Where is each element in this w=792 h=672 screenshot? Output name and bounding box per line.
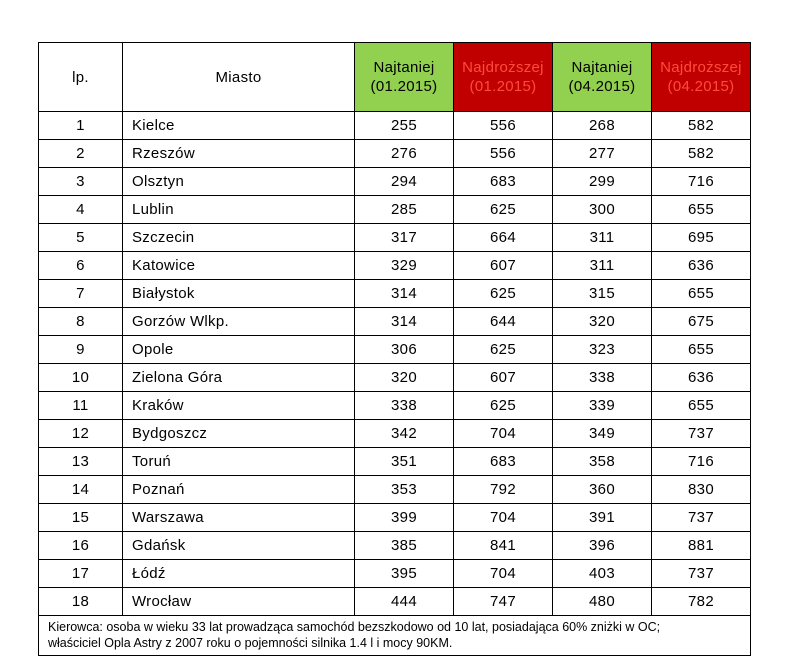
- header-period: (04.2015): [667, 78, 735, 95]
- cell-cheapest-04-2015: 323: [553, 336, 652, 364]
- cell-priciest-04-2015: 716: [652, 448, 751, 476]
- cell-lp: 4: [39, 196, 123, 224]
- cell-cheapest-01-2015: 320: [355, 364, 454, 392]
- cell-priciest-01-2015: 683: [454, 448, 553, 476]
- table-row: [39, 112, 751, 140]
- cell-cheapest-04-2015: 315: [553, 280, 652, 308]
- cell-cheapest-01-2015: 285: [355, 196, 454, 224]
- table-row: [39, 364, 751, 392]
- cell-city: Gorzów Wlkp.: [123, 308, 355, 336]
- cell-priciest-04-2015: 716: [652, 168, 751, 196]
- cell-priciest-04-2015: 782: [652, 588, 751, 616]
- cell-cheapest-04-2015: 396: [553, 532, 652, 560]
- header-period: (01.2015): [469, 78, 537, 95]
- cell-lp: 3: [39, 168, 123, 196]
- header-row: [39, 43, 751, 112]
- table-row: [39, 560, 751, 588]
- cell-priciest-01-2015: 607: [454, 252, 553, 280]
- cell-cheapest-01-2015: 255: [355, 112, 454, 140]
- cell-cheapest-04-2015: 358: [553, 448, 652, 476]
- cell-cheapest-04-2015: 349: [553, 420, 652, 448]
- table-row: [39, 224, 751, 252]
- cell-city: Łódź: [123, 560, 355, 588]
- table-row: [39, 448, 751, 476]
- cell-priciest-04-2015: 881: [652, 532, 751, 560]
- cell-priciest-04-2015: 737: [652, 560, 751, 588]
- cell-lp: 5: [39, 224, 123, 252]
- cell-priciest-01-2015: 683: [454, 168, 553, 196]
- header-label: Najdroższej: [462, 59, 544, 76]
- cell-cheapest-01-2015: 314: [355, 308, 454, 336]
- cell-priciest-04-2015: 582: [652, 112, 751, 140]
- cell-priciest-01-2015: 556: [454, 140, 553, 168]
- cell-city: Toruń: [123, 448, 355, 476]
- cell-lp: 13: [39, 448, 123, 476]
- cell-cheapest-01-2015: 306: [355, 336, 454, 364]
- cell-cheapest-04-2015: 339: [553, 392, 652, 420]
- table-row: [39, 252, 751, 280]
- cell-lp: 7: [39, 280, 123, 308]
- cell-priciest-04-2015: 636: [652, 364, 751, 392]
- header-cheapest-01-2015: [355, 43, 454, 112]
- cell-lp: 15: [39, 504, 123, 532]
- cell-cheapest-01-2015: 444: [355, 588, 454, 616]
- cell-cheapest-01-2015: 294: [355, 168, 454, 196]
- cell-priciest-01-2015: 792: [454, 476, 553, 504]
- cell-lp: 6: [39, 252, 123, 280]
- table-row: [39, 504, 751, 532]
- cell-priciest-01-2015: 841: [454, 532, 553, 560]
- cell-city: Rzeszów: [123, 140, 355, 168]
- cell-priciest-01-2015: 625: [454, 336, 553, 364]
- cell-cheapest-04-2015: 391: [553, 504, 652, 532]
- header-city: Miasto: [123, 43, 355, 112]
- cell-cheapest-04-2015: 300: [553, 196, 652, 224]
- cell-priciest-01-2015: 664: [454, 224, 553, 252]
- header-label: Najdroższej: [660, 59, 742, 76]
- cell-cheapest-01-2015: 314: [355, 280, 454, 308]
- cell-cheapest-01-2015: 329: [355, 252, 454, 280]
- header-cheapest-04-2015: [553, 43, 652, 112]
- table-row: [39, 196, 751, 224]
- cell-cheapest-04-2015: 311: [553, 224, 652, 252]
- cell-priciest-04-2015: 636: [652, 252, 751, 280]
- table-row: [39, 420, 751, 448]
- cell-cheapest-01-2015: 351: [355, 448, 454, 476]
- insurance-price-table: [38, 42, 751, 656]
- table-row: [39, 476, 751, 504]
- cell-city: Opole: [123, 336, 355, 364]
- cell-city: Gdańsk: [123, 532, 355, 560]
- cell-lp: 11: [39, 392, 123, 420]
- cell-lp: 18: [39, 588, 123, 616]
- cell-priciest-01-2015: 704: [454, 504, 553, 532]
- cell-cheapest-04-2015: 320: [553, 308, 652, 336]
- cell-city: Bydgoszcz: [123, 420, 355, 448]
- header-label: Najtaniej: [571, 59, 633, 76]
- cell-priciest-01-2015: 747: [454, 588, 553, 616]
- cell-priciest-01-2015: 625: [454, 392, 553, 420]
- cell-cheapest-01-2015: 399: [355, 504, 454, 532]
- cell-lp: 9: [39, 336, 123, 364]
- cell-city: Zielona Góra: [123, 364, 355, 392]
- cell-city: Olsztyn: [123, 168, 355, 196]
- footnote-line: Kierowca: osoba w wieku 33 lat prowadząca samochód bezszkodowo od 10 lat, posiadająca 60% zniżki w OC;: [48, 620, 661, 634]
- cell-priciest-04-2015: 655: [652, 280, 751, 308]
- header-lp: lp.: [39, 43, 123, 112]
- cell-priciest-01-2015: 625: [454, 280, 553, 308]
- footnote: [39, 616, 751, 656]
- cell-cheapest-04-2015: 311: [553, 252, 652, 280]
- header-priciest-01-2015: [454, 43, 553, 112]
- cell-lp: 12: [39, 420, 123, 448]
- cell-lp: 1: [39, 112, 123, 140]
- cell-cheapest-01-2015: 338: [355, 392, 454, 420]
- table-row: [39, 392, 751, 420]
- cell-cheapest-01-2015: 353: [355, 476, 454, 504]
- cell-priciest-04-2015: 695: [652, 224, 751, 252]
- cell-city: Białystok: [123, 280, 355, 308]
- table-row: [39, 168, 751, 196]
- cell-priciest-04-2015: 737: [652, 504, 751, 532]
- cell-lp: 10: [39, 364, 123, 392]
- cell-cheapest-01-2015: 342: [355, 420, 454, 448]
- cell-lp: 2: [39, 140, 123, 168]
- header-period: (01.2015): [370, 78, 438, 95]
- footnote-line: właściciel Opla Astry z 2007 roku o pojemności silnika 1.4 l i mocy 90KM.: [48, 636, 453, 650]
- table-body: [39, 112, 751, 616]
- cell-priciest-04-2015: 655: [652, 196, 751, 224]
- cell-city: Wrocław: [123, 588, 355, 616]
- cell-priciest-01-2015: 644: [454, 308, 553, 336]
- cell-cheapest-04-2015: 338: [553, 364, 652, 392]
- header-priciest-04-2015: [652, 43, 751, 112]
- cell-cheapest-04-2015: 403: [553, 560, 652, 588]
- cell-cheapest-01-2015: 276: [355, 140, 454, 168]
- cell-cheapest-04-2015: 268: [553, 112, 652, 140]
- cell-cheapest-04-2015: 299: [553, 168, 652, 196]
- cell-lp: 16: [39, 532, 123, 560]
- cell-cheapest-01-2015: 317: [355, 224, 454, 252]
- table-row: [39, 336, 751, 364]
- cell-priciest-04-2015: 582: [652, 140, 751, 168]
- cell-city: Poznań: [123, 476, 355, 504]
- cell-city: Warszawa: [123, 504, 355, 532]
- cell-cheapest-04-2015: 360: [553, 476, 652, 504]
- cell-priciest-04-2015: 830: [652, 476, 751, 504]
- cell-lp: 8: [39, 308, 123, 336]
- cell-city: Kraków: [123, 392, 355, 420]
- cell-priciest-01-2015: 556: [454, 112, 553, 140]
- cell-priciest-01-2015: 704: [454, 420, 553, 448]
- header-period: (04.2015): [568, 78, 636, 95]
- cell-cheapest-01-2015: 395: [355, 560, 454, 588]
- cell-priciest-04-2015: 655: [652, 392, 751, 420]
- cell-city: Kielce: [123, 112, 355, 140]
- table-row: [39, 280, 751, 308]
- cell-lp: 17: [39, 560, 123, 588]
- cell-cheapest-04-2015: 480: [553, 588, 652, 616]
- header-label: Najtaniej: [373, 59, 435, 76]
- cell-city: Katowice: [123, 252, 355, 280]
- cell-cheapest-01-2015: 385: [355, 532, 454, 560]
- cell-priciest-01-2015: 704: [454, 560, 553, 588]
- footnote-row: [39, 616, 751, 656]
- table-row: [39, 140, 751, 168]
- cell-priciest-04-2015: 675: [652, 308, 751, 336]
- cell-priciest-01-2015: 607: [454, 364, 553, 392]
- cell-priciest-04-2015: 737: [652, 420, 751, 448]
- cell-priciest-04-2015: 655: [652, 336, 751, 364]
- cell-city: Lublin: [123, 196, 355, 224]
- cell-cheapest-04-2015: 277: [553, 140, 652, 168]
- table-row: [39, 588, 751, 616]
- cell-priciest-01-2015: 625: [454, 196, 553, 224]
- cell-lp: 14: [39, 476, 123, 504]
- cell-city: Szczecin: [123, 224, 355, 252]
- table-row: [39, 532, 751, 560]
- table-row: [39, 308, 751, 336]
